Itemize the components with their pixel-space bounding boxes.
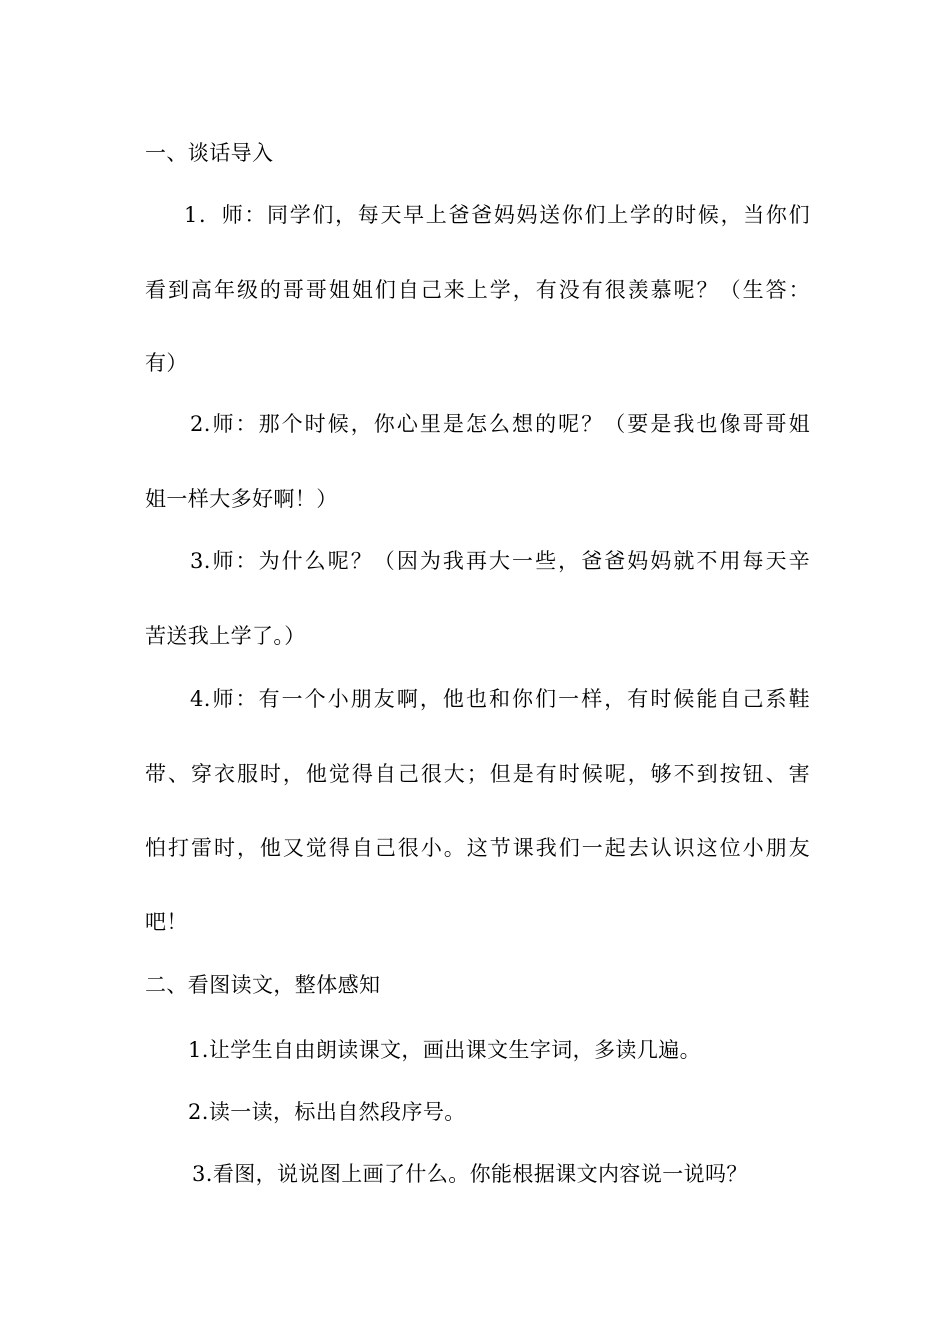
paragraph-3-line-1: 3.师：为什么呢？（因为我再大一些，爸爸妈妈就不用每天辛 (190, 549, 810, 573)
paragraph-4-line-3: 怕打雷时，他又觉得自己很小。这节课我们一起去认识这位小朋友 (145, 836, 810, 860)
section-heading-2: 二、看图读文，整体感知 (145, 973, 381, 997)
paragraph-4-line-4: 吧！ (145, 910, 188, 934)
paragraph-1-line-3: 有） (145, 351, 188, 375)
list-item-2: 2.读一读，标出自然段序号。 (188, 1100, 466, 1124)
paragraph-4-line-2: 带、穿衣服时，他觉得自己很大；但是有时候呢，够不到按钮、害 (145, 762, 810, 786)
list-item-3: 3.看图，说说图上画了什么。你能根据课文内容说一说吗？ (192, 1162, 748, 1186)
section-heading-1: 一、谈话导入 (145, 141, 274, 165)
paragraph-2-line-2: 姐一样大多好啊！） (145, 487, 338, 511)
paragraph-4-line-1: 4.师：有一个小朋友啊，他也和你们一样，有时候能自己系鞋 (190, 687, 810, 711)
list-item-1: 1.让学生自由朗读课文，画出课文生字词，多读几遍。 (188, 1038, 702, 1062)
paragraph-1-line-2: 看到高年级的哥哥姐姐们自己来上学，有没有很羡慕呢？（生答： (145, 278, 810, 302)
paragraph-2-line-1: 2.师：那个时候，你心里是怎么想的呢？（要是我也像哥哥姐 (190, 412, 810, 436)
paragraph-3-line-2: 苦送我上学了。） (145, 624, 306, 648)
paragraph-1-line-1: 1．师：同学们，每天早上爸爸妈妈送你们上学的时候，当你们 (184, 203, 810, 227)
